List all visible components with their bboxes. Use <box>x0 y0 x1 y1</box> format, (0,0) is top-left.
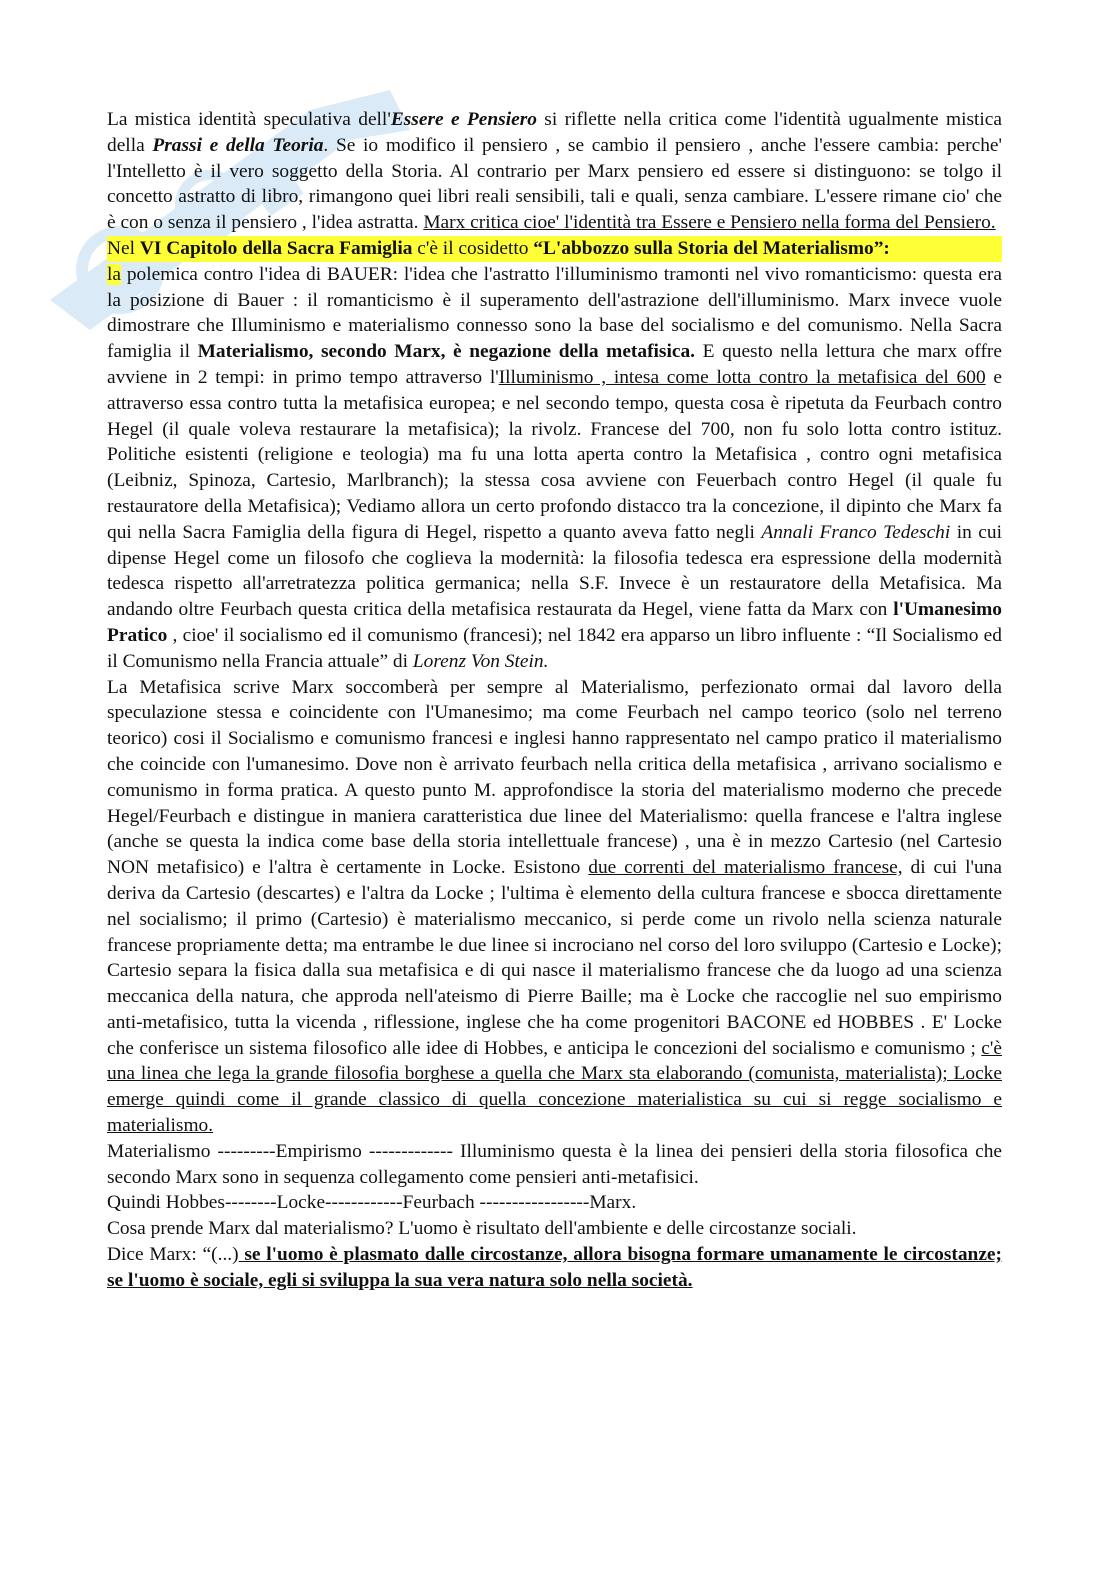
paragraph-2-highlighted <box>107 236 1002 262</box>
text: si riflette nella critica come l'identità ugualmente mistica della <box>107 109 1003 156</box>
paragraph-8 <box>107 1242 1002 1294</box>
text: polemica contro l'idea di BAUER: l'idea che l'astratto l'illuminismo tramonti nel vivo romanticismo: questa era la posizione di Bauer : il romanticismo è il superamento dell'astrazione dell'illuminismo. Marx invece vuole dimostrare che Illuminismo e materialismo connesso sono la base del socialismo e del comunismo. Nella Sacra famiglia il <box>107 263 1002 363</box>
text: c'è il cosidetto <box>412 237 534 259</box>
text: La Metafisica scrive Marx soccomberà per sempre al Materialismo, perfezionato ormai dal lavoro della speculazione stessa e coincidente con l'Umanesimo; ma come Feurbach nel campo teorico (solo nel terreno teorico) cosi il Socialismo e comunismo francesi e inglesi hanno rappresentato nel campo pratico il materialismo che coincide con l'umanesimo. Dove non è arrivato feurbach nella critica della metafisica , arrivano socialismo e comunismo in forma pratica. A questo punto M. approfondisce la storia del materialismo moderno che precede Hegel/Feurbach e distingue in maniera caratteristica due linee del Materialismo: quella francese e l'altra inglese (anche se questa la indica come base della storia intellettuale francese) , una è in mezzo Cartesio (nel Cartesio NON metafisico) e l'altra è certamente in Locke. Esistono <box>107 676 1002 879</box>
emphasis: Prassi e della Teoria <box>152 134 324 156</box>
text: E questo nella lettura che marx offre avviene in 2 tempi: in primo tempo attraverso l' <box>107 341 1002 388</box>
underlined-text: Marx critica cioe' l'identità tra Essere e Pensiero nella forma del Pensiero. <box>423 212 996 234</box>
bold-underlined-text: se l'uomo è plasmato dalle circostanze, allora bisogna formare umanamente le circostanze; se l'uomo è sociale, egli si sviluppa la sua vera natura solo nella società. <box>107 1244 1002 1291</box>
paragraph-7: Cosa prende Marx dal materialismo? L'uomo è risultato dell'ambiente e delle circostanze sociali. <box>107 1218 857 1240</box>
bold-text: VI Capitolo della Sacra Famiglia <box>139 237 413 259</box>
paragraph-1 <box>107 107 1002 236</box>
text: Dice Marx: “(...) <box>107 1244 239 1266</box>
highlighted-text: la <box>107 263 121 285</box>
bold-text: l'Umanesimo Pratico <box>107 599 1002 646</box>
text: di cui l'una deriva da Cartesio (descartes) e l'altra da Locke ; l'ultima è elemento della cultura francese e sbocca direttamente nel socialismo; il primo (Cartesio) è materialismo meccanico, si perde come un rivolo nella scienza naturale francese propriamente detta; ma entrambe le due linee si incrociano nel corso del loro sviluppo (Cartesio e Locke); Cartesio separa la fisica dalla sua metafisica e di qui nasce il materialismo francese che da luogo ad una scienza meccanica della natura, che approda nell'ateismo di Pierre Baille; ma è Locke che raccoglie nel suo empirismo anti-metafisico, tutta la vicenda , riflessione, inglese che ha come progenitori BACONE ed HOBBES . E' Locke che conferisce un sistema filosofico alle idee di Hobbes, e anticipa le concezioni del socialismo e comunismo ; <box>107 857 1002 1059</box>
text: La mistica identità speculativa dell' <box>107 109 391 130</box>
text: , cioe' il socialismo ed il comunismo (francesi); nel 1842 era apparso un libro influente : “Il Socialismo ed il Comunismo nella Francia attuale” di <box>107 624 1002 672</box>
paragraph-3 <box>107 262 1002 675</box>
bold-text: Materialismo, secondo Marx, è negazione della metafisica. <box>197 341 696 363</box>
underlined-text: due correnti del materialismo francese, <box>588 857 903 879</box>
document-body <box>107 107 1002 1294</box>
text: e attraverso essa contro tutta la metafisica europea; e nel secondo tempo, questa cosa è ripetuta da Feurbach contro Hegel (il quale voleva restaurare la metafisica); la rivolz. Francese del 700, non fu solo lotta contro istituz. Politiche esistenti (religione e teologia) ma fu una lotta aperta contro la Metafisica , contro ogni metafisica (Leibniz, Spinoza, Cartesio, Marlbranch); la stessa cosa avviene con Feuerbach contro Hegel (il quale fu restauratore della Metafisica); Vediamo allora un certo profondo distacco tra la concezione, il dipinto che Marx fa qui nella Sacra Famiglia della figura di Hegel, rispetto a quanto aveva fatto negli <box>107 366 1002 543</box>
italic-text: Lorenz Von Stein. <box>412 650 549 672</box>
italic-text: Annali Franco Tedeschi <box>761 521 951 543</box>
emphasis: Essere e Pensiero <box>390 109 537 130</box>
bold-text: “L'abbozzo sulla Storia del Materialismo”: <box>533 237 890 259</box>
underlined-text: c'è una linea che lega la grande filosofia borghese a quella che Marx sta elaborando (comunista, materialista); Locke emerge quindi come il grande classico di quella concezione materialistica su cui si regge socialismo e materialismo. <box>107 1037 1002 1137</box>
paragraph-5: Materialismo ---------Empirismo ------------- Illuminismo questa è la linea dei pensieri della storia filosofica che secondo Marx sono in sequenza collegamento come pensieri anti-metafisici. <box>107 1140 1002 1188</box>
text: Nel <box>107 237 140 259</box>
text: . Se io modifico il pensiero , se cambio il pensiero , anche l'essere cambia: perche' l'Intelletto è il vero soggetto della Storia. Al contrario per Marx pensiero ed essere si distinguono: se tolgo il concetto astratto di libro, rimangono quei libri reali sensibili, tali e quali, senza cambiare. L'essere rimane cio' che è con o senza il pensiero , l'idea astratta. <box>107 134 1003 234</box>
text: in cui dipense Hegel come un filosofo che coglieva la modernità: la filosofia tedesca era espressione della modernità tedesca rispetto all'arretratezza politica germanica; nella S.F. Invece è un restauratore della Metafisica. Ma andando oltre Feurbach questa critica della metafisica restaurata da Hegel, viene fatta da Marx con <box>107 521 1002 621</box>
paragraph-6: Quindi Hobbes--------Locke------------Feurbach -----------------Marx. <box>107 1192 637 1214</box>
paragraph-4 <box>107 675 1002 1139</box>
underlined-text: Illuminismo , intesa come lotta contro la metafisica del 600 <box>498 366 986 388</box>
